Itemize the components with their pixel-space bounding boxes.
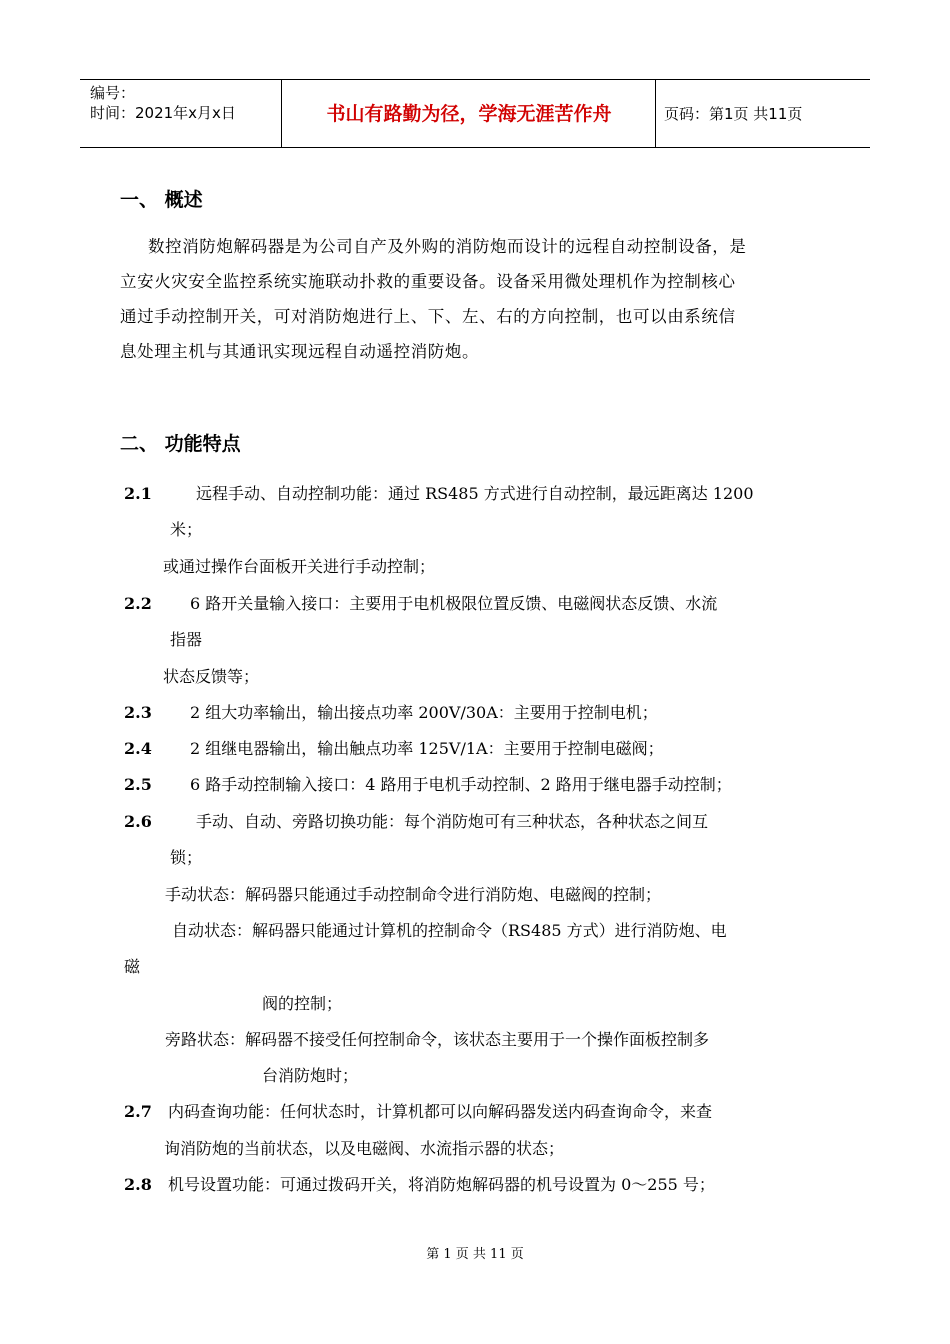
feature-text-continued: 或通过操作台面板开关进行手动控制； <box>163 557 436 576</box>
feature-text-continued: 米； <box>170 520 203 539</box>
document-date-label: 时间：2021年x月x日 <box>90 104 236 122</box>
auto-state-text: 自动状态：解码器只能通过计算机的控制命令（RS485 方式）进行消防炮、电 <box>172 921 727 940</box>
bypass-state-text-continued: 台消防炮时； <box>262 1066 359 1085</box>
feature-number: 2.3 <box>124 703 152 722</box>
document-code-label: 编号： <box>90 84 136 102</box>
overview-line: 立安火灾安全监控系统实施联动扑救的重要设备。设备采用微处理机作为控制核心 <box>120 272 736 291</box>
feature-number: 2.6 <box>124 812 152 831</box>
overview-line: 息处理主机与其通讯实现远程自动遥控消防炮。 <box>120 342 480 361</box>
overview-paragraph <box>120 229 840 369</box>
feature-text-continued: 指器 <box>170 630 203 649</box>
feature-number: 2.7 <box>124 1102 152 1121</box>
feature-text: 6 路开关量输入接口：主要用于电机极限位置反馈、电磁阀状态反馈、水流 <box>190 594 718 613</box>
page-footer: 第 1 页 共 11 页 <box>426 1247 524 1262</box>
feature-number: 2.1 <box>124 484 152 503</box>
overview-line: 通过手动控制开关，可对消防炮进行上、下、左、右的方向控制，也可以由系统信 <box>120 307 736 326</box>
header-top-rule <box>80 79 870 80</box>
feature-text-continued: 状态反馈等； <box>163 667 260 686</box>
header-page-info: 页码：第1页 共11页 <box>664 105 803 123</box>
feature-number: 2.8 <box>124 1175 152 1194</box>
section-heading-overview: 一、 概述 <box>120 189 203 211</box>
auto-state-text-continued: 阀的控制； <box>262 994 343 1013</box>
feature-text: 2 组大功率输出，输出接点功率 200V/30A：主要用于控制电机； <box>190 703 658 722</box>
feature-text-continued: 锁； <box>170 848 203 867</box>
feature-text: 内码查询功能：任何状态时，计算机都可以向解码器发送内码查询命令，来查 <box>168 1102 713 1121</box>
feature-text-continued: 询消防炮的当前状态，以及电磁阀、水流指示器的状态； <box>164 1139 565 1158</box>
feature-number: 2.2 <box>124 594 152 613</box>
feature-number: 2.5 <box>124 775 152 794</box>
header-left-cell <box>90 83 236 123</box>
feature-text: 远程手动、自动控制功能：通过 RS485 方式进行自动控制，最远距离达 1200 <box>196 484 754 503</box>
feature-text: 2 组继电器输出，输出触点功率 125V/1A：主要用于控制电磁阀； <box>190 739 664 758</box>
bypass-state-text: 旁路状态：解码器不接受任何控制命令，该状态主要用于一个操作面板控制多 <box>165 1030 710 1049</box>
manual-state-text: 手动状态：解码器只能通过手动控制命令进行消防炮、电磁阀的控制； <box>165 885 662 904</box>
overview-line: 数控消防炮解码器是为公司自产及外购的消防炮而设计的远程自动控制设备，是 <box>148 237 747 256</box>
feature-text: 手动、自动、旁路切换功能：每个消防炮可有三种状态，各种状态之间互 <box>196 812 709 831</box>
feature-text: 6 路手动控制输入接口：4 路用于电机手动控制、2 路用于继电器手动控制； <box>190 775 732 794</box>
header-motto: 书山有路勤为径，学海无涯苦作舟 <box>326 103 612 125</box>
section-heading-features: 二、 功能特点 <box>120 433 241 455</box>
feature-text: 机号设置功能：可通过拨码开关，将消防炮解码器的机号设置为 0～255 号； <box>168 1175 715 1194</box>
header-bottom-rule <box>80 147 870 148</box>
auto-state-text-continued: 磁 <box>124 957 141 976</box>
feature-number: 2.4 <box>124 739 152 758</box>
